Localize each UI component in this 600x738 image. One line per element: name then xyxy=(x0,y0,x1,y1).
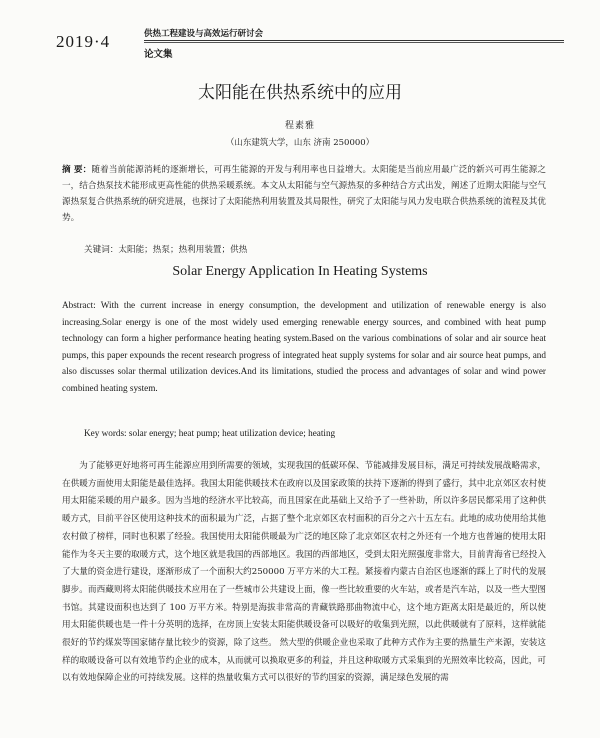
paper-title-zh: 太阳能在供热系统中的应用 xyxy=(198,83,402,103)
conference-name: 供热工程建设与高效运行研讨会 xyxy=(144,29,264,39)
abstract-zh-label: 摘 要： xyxy=(62,165,92,175)
paper-title-en: Solar Energy Application In Heating Systems xyxy=(172,264,428,279)
keywords-en-label: Key words: xyxy=(84,428,127,438)
issue-year: 2019·4 xyxy=(56,32,111,51)
author-name: 程素雅 xyxy=(284,121,315,131)
keywords-en xyxy=(84,428,335,438)
keywords-zh-text: 太阳能；热泵；热利用装置；供热 xyxy=(118,245,248,255)
abstract-zh-text: 随着当前能源消耗的逐渐增长，可再生能源的开发与利用率也日益增大。太阳能是当前应用最广泛的新兴可再生能源之一，结合热泵技术能形成更高性能的供热采暖系统。本文从太阳能与空气源热泵的多种结合方式出发，阐述了近期太阳能与空气源热泵复合供热系统的研究进展，也探讨了太阳能热利用装置及其局限性，研究了太阳能与风力发电联合供热系统的流程及其优势。 xyxy=(62,165,546,223)
author-affiliation: （山东建筑大学，山东 济南 250000） xyxy=(225,138,375,148)
abstract-en xyxy=(62,297,546,396)
running-header xyxy=(48,26,568,60)
body-paragraph: 为了能够更好地将可再生能源应用到所需要的领域，实现我国的低碳环保、节能减排发展目标，满足可持续发展战略需求，在供暖方面使用太阳能是最佳选择。我国太阳能供暖技术在政府以及国家政策的扶持下逐渐的得到了盛行，其中北京郊区农村使用太阳能采暖的用户最多。因为当地的经济水平比较高，而且国家在此基础上又给予了一些补助，所以许多居民都采用了这种供暖方式，目前平谷区使用这种技术的面积最为广泛，占据了整个北京郊区农村面积的百分之六十五左右。此地的成功使用给其他农村做了榜样，同时也积累了经验。我国使用太阳能供暖最为广泛的地区除了北京郊区农村之外还有一个地方也普遍的使用太阳能作为冬天主要的取暖方式，这个地区就是我国的西部地区。我国的西部地区，受到太阳光照强度非常大，目前青海省已经投入了大量的资金进行建设，逐渐形成了一个面积大约250000 万平方米的大工程。紧接着内蒙古自治区也逐渐的踩上了时代的发展脚步。而西藏则将太阳能供暖技术应用在了一些城市公共建设上面，像一些比较重要的火车站，或者是汽车站，以及一些大型图书馆。其建设面积也达到了 100 万平方米。特别是海拔非常高的青藏铁路那曲物流中心，这个地方距离太阳是最近的，所以使用太阳能供暖也是一件十分英明的选择，在房顶上安装太阳能供暖设备可以吸好的收集到光照，以此供暖就有了原料，这样就能很好的节约煤炭等国家储存量比较少的资源，除了这些。 然大型的供暖企业也采取了此种方式作为主要的热量生产来源，安装这样的取暖设备可以有效地节约企业的成本，从而就可以换取更多的利益，并且这种取暖方式采集到的光照效率比较高，因此，可以有效地保障企业的可持续发展。这样的热量收集方式可以很好的节约国家的资源，满足绿色发展的需 xyxy=(62,461,546,684)
keywords-zh xyxy=(84,243,247,255)
header-rule xyxy=(144,40,564,41)
abstract-en-text: With the current increase in energy consumption, the development and utilization of renewable energy is also increasing.Solar energy is one of the most widely used emerging renewable energy sources, and combined with heat pump technology can form a higher performance heating heating system.Based on the various combinations of solar and air source heat pumps, this paper expounds the recent research progress of integrated heat supply systems for solar and air source heat pumps, and also discusses solar thermal utilization devices.And its limitations, studied the process and advantages of solar and wind power combined heating system. xyxy=(62,300,546,393)
keywords-en-text: solar energy; heat pump; heat utilization device; heating xyxy=(128,428,336,438)
header-rule-thin xyxy=(144,42,564,43)
keywords-zh-label: 关键词： xyxy=(84,245,119,255)
abstract-zh xyxy=(62,162,546,226)
abstract-en-label: Abstract: xyxy=(62,300,96,310)
collection-label: 论文集 xyxy=(144,49,173,60)
